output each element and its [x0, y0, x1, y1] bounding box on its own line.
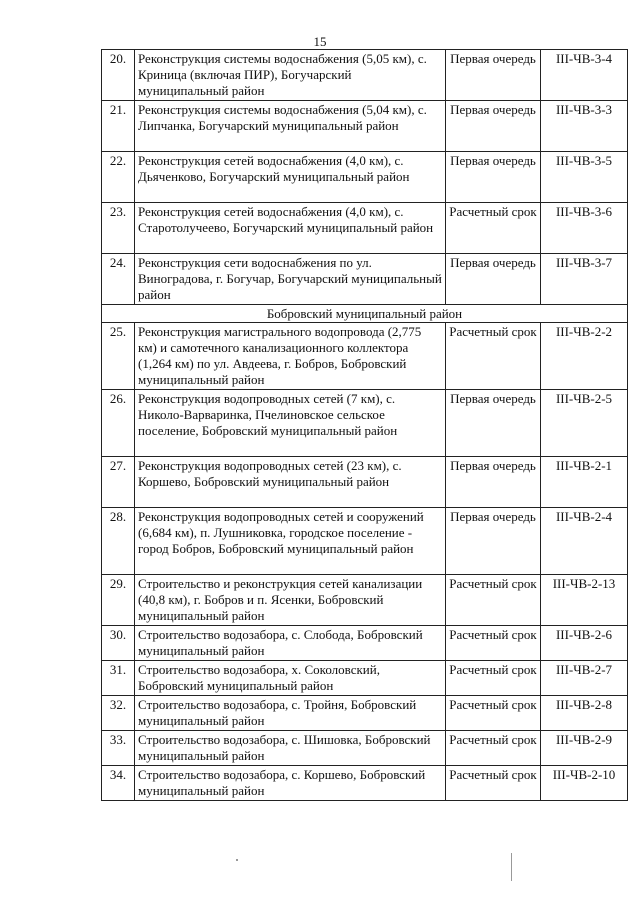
- row-number: 33.: [102, 731, 135, 766]
- row-number: 29.: [102, 575, 135, 626]
- row-number: 31.: [102, 661, 135, 696]
- table-row: [102, 766, 628, 801]
- table-row: [102, 152, 628, 203]
- table-row: [102, 626, 628, 661]
- row-number: 32.: [102, 696, 135, 731]
- row-number: 30.: [102, 626, 135, 661]
- scan-mark: [511, 853, 512, 881]
- project-code: III-ЧВ-2-4: [541, 508, 628, 575]
- project-code: III-ЧВ-3-6: [541, 203, 628, 254]
- project-name: Строительство водозабора, с. Слобода, Бобровский муниципальный район: [135, 626, 446, 661]
- project-stage: Первая очередь: [446, 508, 541, 575]
- row-number: 24.: [102, 254, 135, 305]
- project-code: III-ЧВ-3-4: [541, 50, 628, 101]
- project-name: Строительство водозабора, х. Соколовский, Бобровский муниципальный район: [135, 661, 446, 696]
- project-name: Реконструкция системы водоснабжения (5,04 км), с. Липчанка, Богучарский муниципальный район: [135, 101, 446, 152]
- project-code: III-ЧВ-3-5: [541, 152, 628, 203]
- row-number: 34.: [102, 766, 135, 801]
- project-name: Строительство водозабора, с. Шишовка, Бобровский муниципальный район: [135, 731, 446, 766]
- table-row: [102, 731, 628, 766]
- project-name: Реконструкция магистрального водопровода (2,775 км) и самотечного канализационного коллектора (1,264 км) по ул. Авдеева, г. Бобров, Бобровский муниципальный район: [135, 323, 446, 390]
- project-stage: Расчетный срок: [446, 696, 541, 731]
- project-code: III-ЧВ-2-9: [541, 731, 628, 766]
- project-stage: Расчетный срок: [446, 661, 541, 696]
- project-stage: Первая очередь: [446, 390, 541, 457]
- row-number: 25.: [102, 323, 135, 390]
- scan-dot: [236, 859, 238, 861]
- project-stage: Первая очередь: [446, 50, 541, 101]
- project-stage: Первая очередь: [446, 457, 541, 508]
- project-code: III-ЧВ-2-10: [541, 766, 628, 801]
- table-row: [102, 508, 628, 575]
- project-stage: Расчетный срок: [446, 766, 541, 801]
- project-code: III-ЧВ-3-3: [541, 101, 628, 152]
- project-name: Реконструкция системы водоснабжения (5,05 км), с. Криница (включая ПИР), Богучарский муниципальный район: [135, 50, 446, 101]
- table-row: [102, 457, 628, 508]
- section-title: Бобровский муниципальный район: [102, 305, 628, 323]
- project-code: III-ЧВ-2-1: [541, 457, 628, 508]
- table-row: [102, 50, 628, 101]
- project-code: III-ЧВ-2-8: [541, 696, 628, 731]
- project-name: Реконструкция сетей водоснабжения (4,0 км), с. Дьяченково, Богучарский муниципальный район: [135, 152, 446, 203]
- project-name: Реконструкция водопроводных сетей и сооружений (6,684 км), п. Лушниковка, городское поселение - город Бобров, Бобровский муниципальный район: [135, 508, 446, 575]
- project-stage: Расчетный срок: [446, 626, 541, 661]
- project-stage: Расчетный срок: [446, 575, 541, 626]
- project-code: III-ЧВ-2-6: [541, 626, 628, 661]
- project-stage: Расчетный срок: [446, 731, 541, 766]
- table-row: [102, 203, 628, 254]
- project-code: III-ЧВ-3-7: [541, 254, 628, 305]
- project-name: Реконструкция водопроводных сетей (23 км), с. Коршево, Бобровский муниципальный район: [135, 457, 446, 508]
- page-number: 15: [313, 34, 327, 49]
- project-name: Реконструкция водопроводных сетей (7 км), с. Николо-Варваринка, Пчелиновское сельское поселение, Бобровский муниципальный район: [135, 390, 446, 457]
- table-row: [102, 323, 628, 390]
- projects-table-body: [102, 50, 628, 801]
- row-number: 20.: [102, 50, 135, 101]
- project-code: III-ЧВ-2-5: [541, 390, 628, 457]
- row-number: 28.: [102, 508, 135, 575]
- project-stage: Первая очередь: [446, 152, 541, 203]
- table-row: [102, 390, 628, 457]
- table-row: [102, 254, 628, 305]
- section-row: [102, 305, 628, 323]
- project-name: Реконструкция сети водоснабжения по ул. Виноградова, г. Богучар, Богучарский муниципальный район: [135, 254, 446, 305]
- project-stage: Расчетный срок: [446, 323, 541, 390]
- project-name: Строительство водозабора, с. Коршево, Бобровский муниципальный район: [135, 766, 446, 801]
- project-name: Строительство и реконструкция сетей канализации (40,8 км), г. Бобров и п. Ясенки, Бобровский муниципальный район: [135, 575, 446, 626]
- projects-table: [101, 49, 628, 801]
- project-code: III-ЧВ-2-13: [541, 575, 628, 626]
- project-name: Строительство водозабора, с. Тройня, Бобровский муниципальный район: [135, 696, 446, 731]
- table-row: [102, 696, 628, 731]
- project-stage: Первая очередь: [446, 101, 541, 152]
- project-stage: Расчетный срок: [446, 203, 541, 254]
- project-code: III-ЧВ-2-7: [541, 661, 628, 696]
- row-number: 23.: [102, 203, 135, 254]
- project-name: Реконструкция сетей водоснабжения (4,0 км), с. Старотолучеево, Богучарский муниципальный район: [135, 203, 446, 254]
- table-row: [102, 575, 628, 626]
- project-code: III-ЧВ-2-2: [541, 323, 628, 390]
- table-row: [102, 661, 628, 696]
- row-number: 27.: [102, 457, 135, 508]
- row-number: 22.: [102, 152, 135, 203]
- row-number: 26.: [102, 390, 135, 457]
- table-row: [102, 101, 628, 152]
- row-number: 21.: [102, 101, 135, 152]
- project-stage: Первая очередь: [446, 254, 541, 305]
